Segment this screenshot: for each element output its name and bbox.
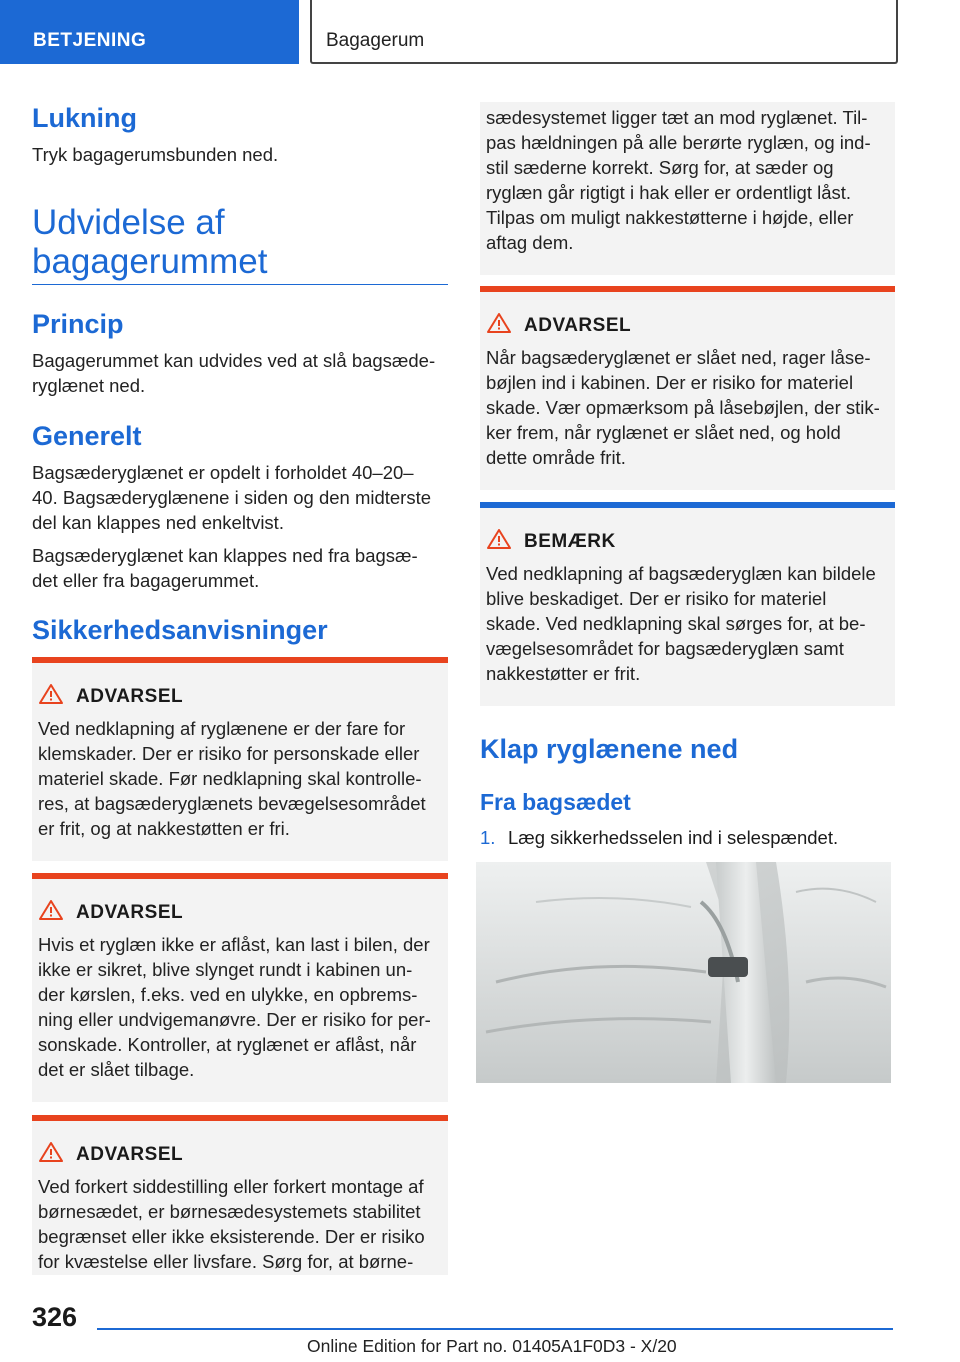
edition-text: Online Edition for Part no. 01405A1F0D3 - X/20 xyxy=(307,1336,677,1356)
warning-triangle-icon xyxy=(38,1141,64,1163)
warning-line: bøjlen ind i kabinen. Der er risiko for materiel xyxy=(486,372,854,393)
step-number: 1. xyxy=(480,827,496,848)
warning-line: materiel skade. Før nedklapning skal kontrolle- xyxy=(38,768,422,789)
warning-line: ryglæn går rigtigt i hak eller er ordentligt låst. xyxy=(486,182,852,203)
warning-text xyxy=(38,716,442,841)
warning-line: ker frem, når ryglænet er slået ned, og hold xyxy=(486,422,841,443)
principle-text xyxy=(32,348,435,398)
warning-label: ADVARSEL xyxy=(524,315,632,336)
warning-line: aftag dem. xyxy=(486,232,574,253)
warning-card xyxy=(480,286,895,490)
warning-line: res, at bagsæderyglænets bevægelsesområdet xyxy=(38,793,426,814)
warning-line: Ved forkert siddestilling eller forkert montage af xyxy=(38,1176,424,1197)
warning-line: ning eller undvigemanøvre. Der er risiko for per- xyxy=(38,1009,431,1030)
warning-text xyxy=(486,345,889,470)
general-paragraph-1 xyxy=(32,460,431,535)
general-line: 40. Bagsæderyglænene i siden og den midterste xyxy=(32,487,432,508)
notice-line: Ved nedklapning af bagsæderyglæn kan bildele xyxy=(486,563,876,584)
warning-bar xyxy=(32,873,448,879)
chapter-label: Bagagerum xyxy=(326,30,425,51)
section-label: BETJENING xyxy=(33,30,147,51)
warning-line: det er slået tilbage. xyxy=(38,1059,195,1080)
warning-line: Hvis et ryglæn ikke er aflåst, kan last i bilen, der xyxy=(38,934,430,955)
principle-line: ryglænet ned. xyxy=(32,375,146,396)
general-paragraph-2 xyxy=(32,543,418,593)
main-title-line2: bagagerummet xyxy=(32,242,268,281)
warning-bar xyxy=(32,1115,448,1121)
warning-title xyxy=(38,899,183,924)
notice-label: BEMÆRK xyxy=(524,531,616,552)
notice-line: skade. Ved nedklapning skal sørges for, at be- xyxy=(486,613,866,634)
warning-line: er frit, og at nakkestøtten er fri. xyxy=(38,818,290,839)
general-line: del kan klappes ned enkeltvist. xyxy=(32,512,284,533)
warning-line: for kvæstelse eller livsfare. Sørg for, at børne- xyxy=(38,1251,414,1272)
notice-line: vægelsesområdet for bagsæderyglæn samt xyxy=(486,638,844,659)
warning-line: pas hældningen på alle berørte ryglæn, og ind- xyxy=(486,132,871,153)
warning-card xyxy=(32,873,448,1102)
warning-line: ikke er sikret, blive slynget rundt i kabinen un- xyxy=(38,959,413,980)
chapter-box xyxy=(310,0,898,64)
notice-card xyxy=(480,502,895,706)
safety-heading: Sikkerhedsanvisninger xyxy=(32,615,328,645)
step-text: Læg sikkerhedsselen ind i selespændet. xyxy=(508,827,839,848)
main-title-line1: Udvidelse af xyxy=(32,203,225,242)
warning-bar xyxy=(32,657,448,663)
warning-card xyxy=(32,1115,448,1275)
warning-text xyxy=(38,1174,442,1274)
warning-triangle-icon xyxy=(38,683,64,705)
principle-line: Bagagerummet kan udvides ved at slå bagsæde- xyxy=(32,350,436,371)
fold-heading: Klap ryglænene ned xyxy=(480,734,739,764)
warning-card xyxy=(32,657,448,861)
general-line: Bagsæderyglænet kan klappes ned fra bagsæ- xyxy=(32,545,418,566)
general-line: det eller fra bagagerummet. xyxy=(32,570,260,591)
warning-title xyxy=(38,1141,183,1166)
warning-line: sonskade. Kontroller, at ryglænet er aflåst, når xyxy=(38,1034,417,1055)
warning-line: dette område frit. xyxy=(486,447,626,468)
warning-triangle-icon xyxy=(38,899,64,921)
closing-heading: Lukning xyxy=(32,103,137,133)
warning-label: ADVARSEL xyxy=(76,902,184,923)
warning-card-continuation xyxy=(480,102,895,275)
warning-line: Tilpas om muligt nakkestøtterne i højde, eller xyxy=(486,207,854,228)
step-1 xyxy=(480,825,838,850)
warning-line: klemskader. Der er risiko for personskade eller xyxy=(38,743,420,764)
warning-bar xyxy=(480,286,895,292)
warning-label: ADVARSEL xyxy=(76,1144,184,1165)
warning-line: der kørslen, f.eks. ved en ulykke, en opbrems- xyxy=(38,984,418,1005)
warning-line: sædesystemet ligger tæt an mod ryglænet. Til- xyxy=(486,107,868,128)
warning-line: Når bagsæderyglænet er slået ned, rager låse- xyxy=(486,347,871,368)
footer-rule xyxy=(97,1328,893,1330)
notice-title xyxy=(486,528,616,553)
page-number: 326 xyxy=(32,1302,78,1332)
notice-text xyxy=(486,561,889,686)
warning-line: Ved nedklapning af ryglænene er der fare for xyxy=(38,718,406,739)
general-line: Bagsæderyglænet er opdelt i forholdet 40–20– xyxy=(32,462,414,483)
rear-seat-photo xyxy=(476,862,891,1083)
warning-label: ADVARSEL xyxy=(76,686,184,707)
warning-title xyxy=(486,312,631,337)
notice-line: blive beskadiget. Der er risiko for materiel xyxy=(486,588,827,609)
warning-triangle-icon xyxy=(486,528,512,550)
from-seat-heading: Fra bagsædet xyxy=(480,789,631,815)
warning-line: begrænset eller ikke eksisterende. Der er risiko xyxy=(38,1226,425,1247)
warning-triangle-icon xyxy=(486,312,512,334)
warning-line: stil sæderne korrekt. Sørg for, at sæder og xyxy=(486,157,834,178)
closing-text: Tryk bagagerumsbunden ned. xyxy=(32,144,279,165)
principle-heading: Princip xyxy=(32,309,124,339)
general-heading: Generelt xyxy=(32,421,142,451)
warning-text xyxy=(38,932,442,1082)
section-tab xyxy=(0,0,299,64)
main-title xyxy=(32,203,267,281)
warning-line: børnesædet, er børnesædesystemets stabilitet xyxy=(38,1201,421,1222)
title-rule xyxy=(32,284,448,285)
warning-line: skade. Vær opmærksom på låsebøjlen, der stik- xyxy=(486,397,880,418)
warning-title xyxy=(38,683,183,708)
notice-line: nakkestøtter er frit. xyxy=(486,663,641,684)
warning-text xyxy=(486,105,889,255)
rear-seat-illustration xyxy=(476,862,891,1083)
notice-bar xyxy=(480,502,895,508)
